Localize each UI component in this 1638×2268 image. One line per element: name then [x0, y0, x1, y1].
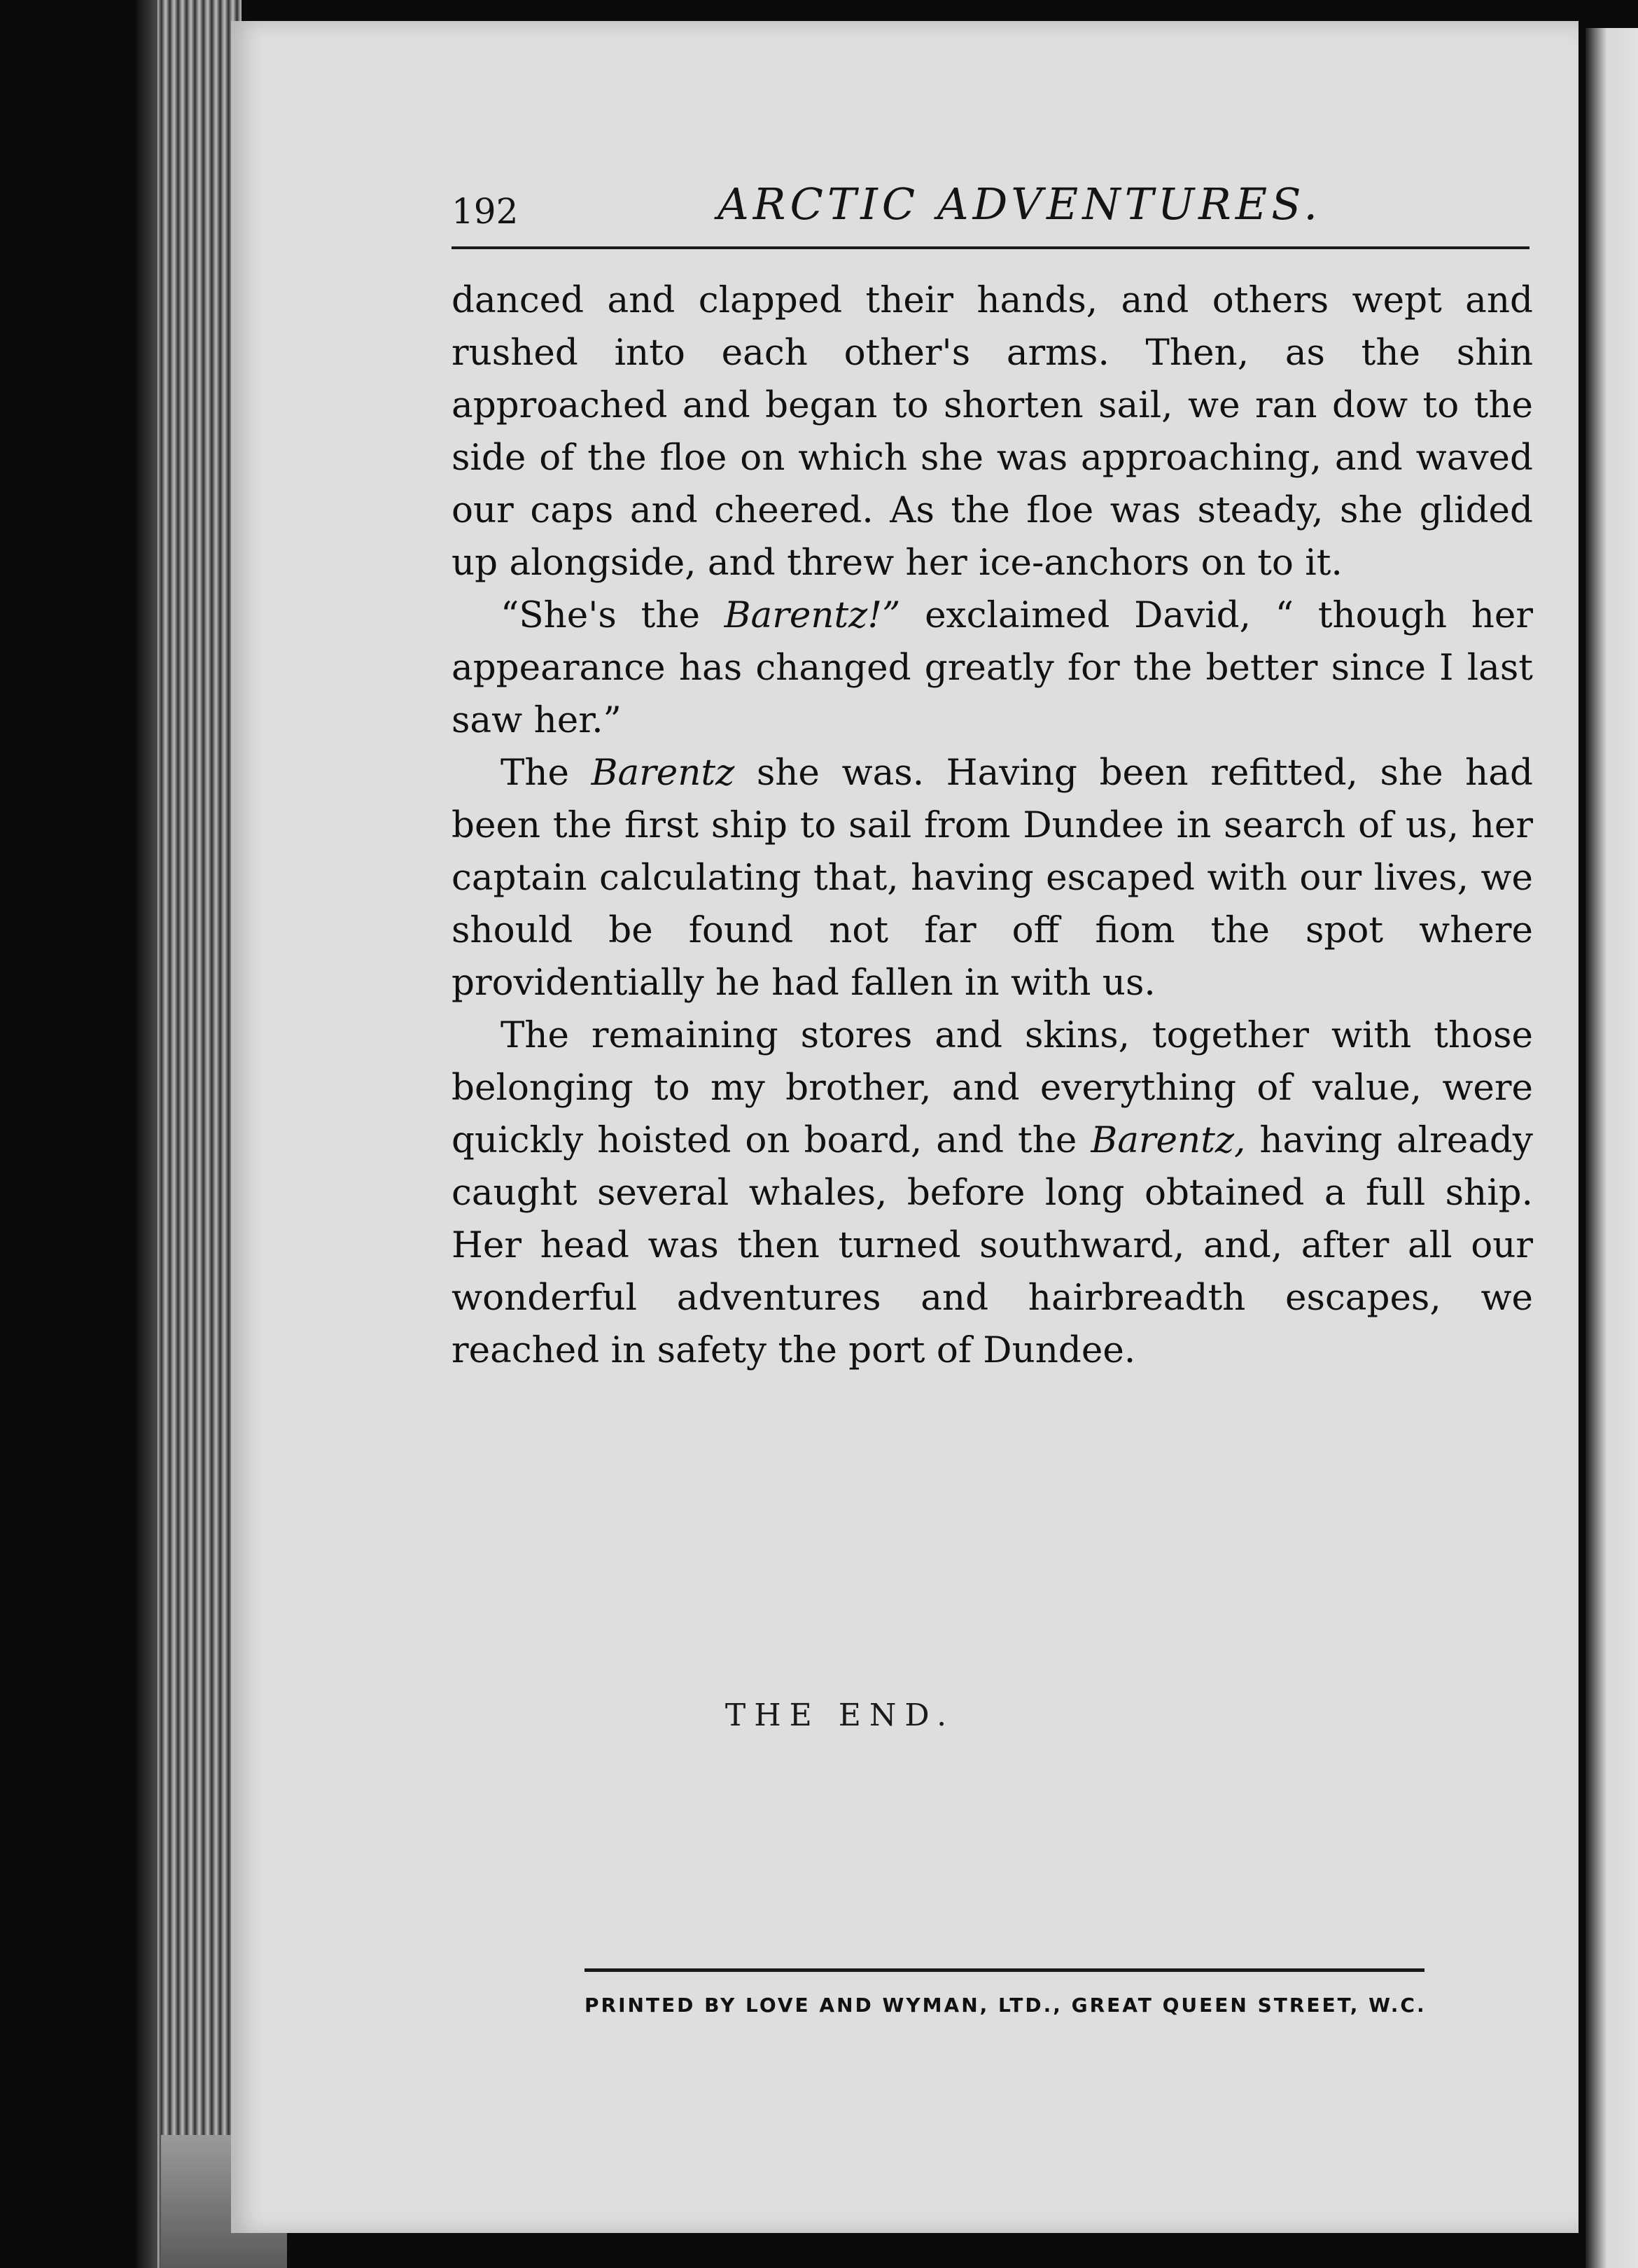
paragraph-3 — [451, 747, 1533, 1009]
ship-name-italic: Barentz — [591, 752, 735, 794]
running-head: ARCTIC ADVENTURES. — [718, 178, 1322, 230]
facing-page-edge — [1586, 28, 1638, 2268]
binding-shadow — [136, 0, 158, 2268]
paragraph-3-pre: The — [500, 752, 592, 794]
ship-name-italic: Barentz!” — [724, 594, 901, 636]
printer-imprint: PRINTED BY LOVE AND WYMAN, LTD., GREAT QUEEN STREET, W.C. — [584, 1994, 1427, 2017]
paragraph-4 — [451, 1009, 1533, 1377]
paragraph-2-pre: “She's the — [500, 594, 724, 636]
paragraph-3-post: she was. Having been refitted, she had been the first ship to sail from Dundee in search of us, her captain calculating that, having escaped with our lives, we should be found not far off fiom the spot where providentially he had fallen in with us. — [451, 752, 1533, 1004]
paragraph-2-post: exclaimed David, “ though her appearance has changed greatly for the better since I last saw her.” — [451, 594, 1533, 741]
paragraph-4-post: having already caught several whales, before long obtained a full ship. Her head was then turned southward, and, after all our wonderful adventures and hairbreadth escapes, we reached in safety the port of Dundee. — [451, 1119, 1533, 1371]
the-end: THE END. — [724, 1698, 955, 1733]
ship-name-italic: Barentz, — [1091, 1119, 1246, 1161]
paragraph-4-pre: The remaining stores and skins, together with those belonging to my brother, and everything of value, were quickly hoisted on board, and the — [451, 1014, 1533, 1161]
header-rule — [451, 246, 1530, 249]
body-text — [451, 274, 1533, 1377]
paragraph-2 — [451, 589, 1533, 747]
page-header — [451, 178, 1516, 241]
page-number: 192 — [451, 191, 519, 232]
paragraph-1: danced and clapped their hands, and others wept and rushed into each other's arms. Then, as the shin approached and began to shorten sail, we ran dow to the side of the floe on which she was approaching, and waved our caps and cheered. As the floe was steady, she glided up alongside, and threw her ice-anchors on to it. — [451, 279, 1533, 584]
footer-rule — [584, 1968, 1424, 1972]
